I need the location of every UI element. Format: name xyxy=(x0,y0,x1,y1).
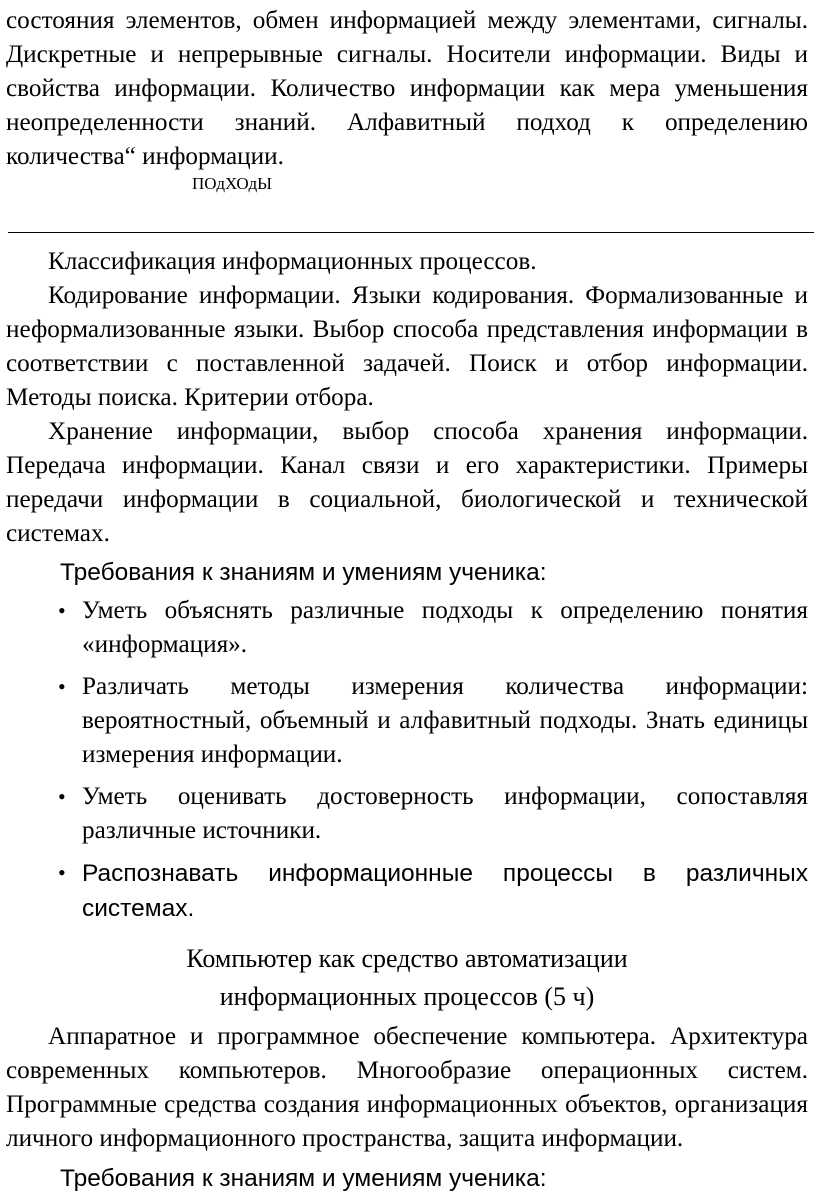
list-item xyxy=(6,594,808,662)
requirements-list xyxy=(6,594,808,926)
list-item xyxy=(6,780,808,848)
intro-paragraph: состояния элементов, обмен информацией между элементами, сигналы. Дискретные и непрерывные сигналы. Носители информации. Виды и свойства информации. Количество информации как мера уменьшения неопределенности знаний. Алфавитный подход к определению количества“ информации. xyxy=(6,7,808,170)
document-page xyxy=(0,4,816,1192)
list-item-text: Распознавать информационные процессы в различных системах. xyxy=(82,860,808,922)
requirements-heading-2: Требования к знаниям и умениям ученика: xyxy=(60,1165,547,1192)
requirements-heading: Требования к знаниям и умениям ученика: xyxy=(60,559,547,586)
classification-paragraph: Классификация информационных процессов. xyxy=(48,248,537,275)
section-title-line-2: информационных процессов (5 ч) xyxy=(219,982,595,1011)
list-item xyxy=(6,670,808,772)
section-body-paragraph: Аппаратное и программное обеспечение компьютера. Архитектура современных компьютеров. Многообразие операционных систем. Программные средства создания информационных объектов, организация личного информационного пространства, защита информации. xyxy=(6,1023,808,1152)
bullet-icon: • xyxy=(58,674,66,699)
storage-paragraph: Хранение информации, выбор способа хранения информации. Передача информации. Канал связи и его характеристики. Примеры передачи информации в социальной, биологической и технической системах. xyxy=(6,418,808,547)
coding-paragraph: Кодирование информации. Языки кодирования. Формализованные и неформализованные языки. Выбор способа представления информации в соответствии с поставленной задачей. Поиск и отбор информации. Методы поиска. Критерии отбора. xyxy=(6,282,808,411)
horizontal-rule xyxy=(8,232,814,233)
section-title xyxy=(6,940,808,1016)
bullet-icon: • xyxy=(58,598,66,623)
bullet-icon: • xyxy=(58,784,66,809)
list-item-text: Уметь оценивать достоверность информации, сопоставляя различные источники. xyxy=(82,783,808,844)
section-title-line-1: Компьютер как средство автоматизации xyxy=(186,944,628,973)
stray-text-podhody: ПОдХОдЫ xyxy=(192,174,272,193)
bullet-icon: • xyxy=(58,860,66,885)
list-item-text: Уметь объяснять различные подходы к определению понятия «информация». xyxy=(82,597,808,658)
list-item-text: Различать методы измерения количества информации: вероятностный, объемный и алфавитный подходы. Знать единицы измерения информации. xyxy=(82,673,808,768)
list-item xyxy=(6,856,808,926)
